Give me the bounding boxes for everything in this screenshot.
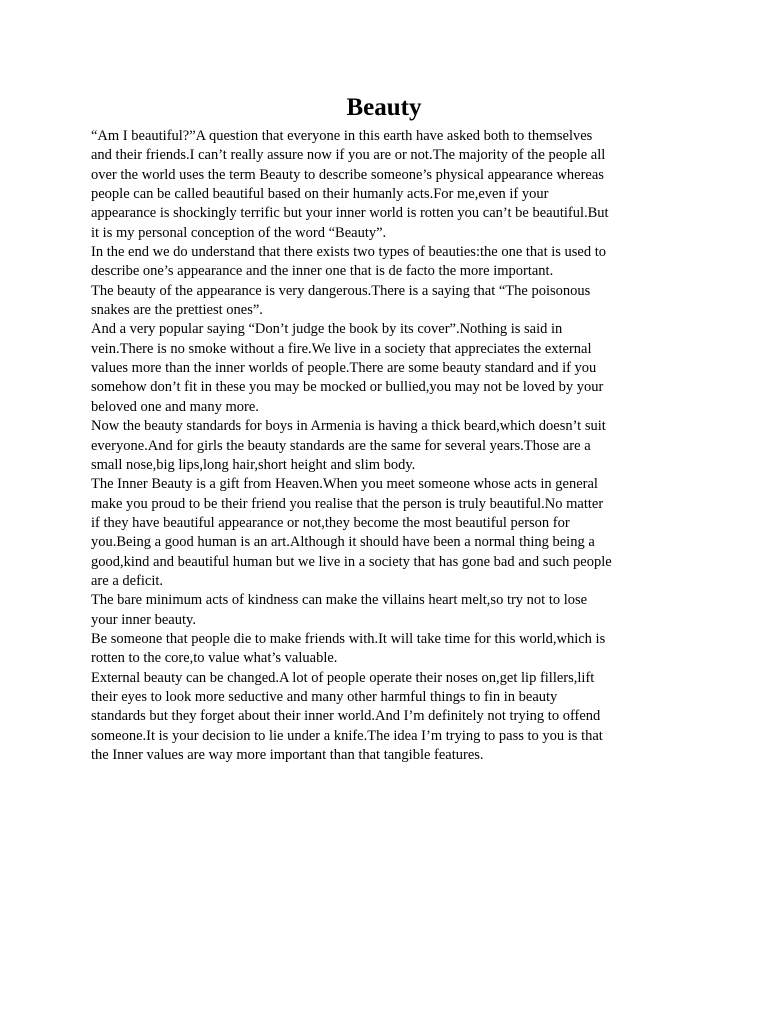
text-line: somehow don’t fit in these you may be mocked or bullied,you may not be loved by your xyxy=(91,379,604,396)
text-line: your inner beauty. xyxy=(91,611,196,628)
text-line: snakes are the prettiest ones”. xyxy=(91,302,263,319)
text-line: appearance is shockingly terrific but your inner world is rotten you can’t be beautiful.But xyxy=(91,205,609,222)
essay-body xyxy=(91,127,681,765)
text-line: make you proud to be their friend you realise that the person is truly beautiful.No matter xyxy=(91,495,604,512)
text-line: good,kind and beautiful human but we live in a society that has gone bad and such people xyxy=(91,553,612,570)
text-line: Now the beauty standards for boys in Armenia is having a thick beard,which doesn’t suit xyxy=(91,418,606,435)
text-line: beloved one and many more. xyxy=(91,398,259,415)
text-line: are a deficit. xyxy=(91,572,164,589)
text-line: their eyes to look more seductive and many other harmful things to fin in beauty xyxy=(91,688,558,705)
text-line: everyone.And for girls the beauty standards are the same for several years.Those are a xyxy=(91,437,591,454)
text-line: over the world uses the term Beauty to describe someone’s physical appearance whereas xyxy=(91,166,604,183)
text-line: In the end we do understand that there exists two types of beauties:the one that is used to xyxy=(91,244,607,261)
text-line: the Inner values are way more important than that tangible features. xyxy=(91,747,484,763)
text-line: The bare minimum acts of kindness can make the villains heart melt,so try not to lose xyxy=(91,592,588,609)
page-title: Beauty xyxy=(346,94,422,121)
text-line: And a very popular saying “Don’t judge the book by its cover”.Nothing is said in xyxy=(91,321,563,338)
text-line: describe one’s appearance and the inner one that is de facto the more important. xyxy=(91,263,554,280)
text-line: The Inner Beauty is a gift from Heaven.When you meet someone whose acts in general xyxy=(91,476,598,493)
text-line: External beauty can be changed.A lot of people operate their noses on,get lip fillers,lift xyxy=(91,669,595,686)
text-line: you.Being a good human is an art.Although it should have been a normal thing being a xyxy=(91,534,595,551)
text-line: people can be called beautiful based on their humanly acts.For me,even if your xyxy=(91,186,549,203)
text-line: Be someone that people die to make friends with.It will take time for this world,which is xyxy=(91,630,606,647)
text-line: standards but they forget about their inner world.And I’m definitely not trying to offend xyxy=(91,708,601,725)
text-line: someone.It is your decision to lie under a knife.The idea I’m trying to pass to you is that xyxy=(91,727,603,744)
text-line: vein.There is no smoke without a fire.We live in a society that appreciates the external xyxy=(91,340,592,357)
text-line: if they have beautiful appearance or not,they become the most beautiful person for xyxy=(91,514,570,531)
text-line: values more than the inner worlds of people.There are some beauty standard and if you xyxy=(91,360,597,377)
text-line: and their friends.I can’t really assure now if you are or not.The majority of the people all xyxy=(91,147,606,164)
text-line: rotten to the core,to value what’s valuable. xyxy=(91,650,338,667)
text-line: small nose,big lips,long hair,short height and slim body. xyxy=(91,456,416,473)
text-line: it is my personal conception of the word “Beauty”. xyxy=(91,224,387,241)
text-line: “Am I beautiful?”A question that everyone in this earth have asked both to themselves xyxy=(91,128,593,144)
text-line: The beauty of the appearance is very dangerous.There is a saying that “The poisonous xyxy=(91,282,591,299)
